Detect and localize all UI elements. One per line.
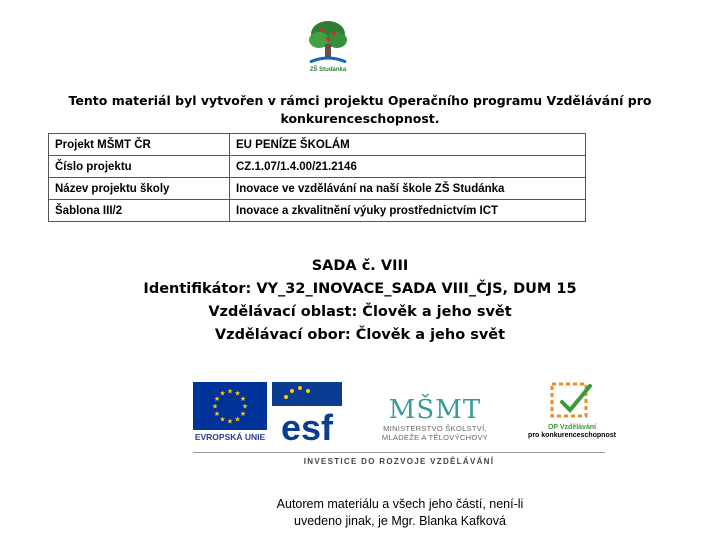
- table-cell-value: Inovace ve vzdělávání na naší škole ZŠ Studánka: [230, 178, 586, 200]
- school-logo-caption: ZŠ Studánka: [309, 67, 347, 73]
- eu-star-icon: ★: [213, 396, 221, 403]
- eu-star-icon: ★: [219, 416, 226, 424]
- table-row: [49, 156, 586, 178]
- eu-star-icon: ★: [226, 388, 234, 396]
- table-row: [49, 134, 586, 156]
- intro-text: [60, 92, 660, 128]
- table-cell-label: Šablona III/2: [49, 200, 230, 222]
- eu-star-icon: ★: [211, 403, 219, 411]
- table-row: [49, 200, 586, 222]
- author-line-2: uvedeno jinak, je Mgr. Blanka Kafková: [294, 514, 506, 528]
- eu-flag-logo: [193, 382, 267, 430]
- eu-star-icon: ★: [213, 411, 221, 418]
- table-row: [49, 178, 586, 200]
- op-label: [522, 424, 622, 440]
- table-cell-label: Číslo projektu: [49, 156, 230, 178]
- op-dotted-square-icon: [552, 384, 590, 416]
- esf-logo: [272, 382, 342, 444]
- table-cell-value: Inovace a zkvalitnění výuky prostřednictvím ICT: [230, 200, 586, 222]
- intro-line-2: konkurenceschopnost.: [280, 111, 440, 126]
- msmt-label: [368, 424, 502, 442]
- education-field: Vzdělávací obor: Člověk a jeho svět: [214, 327, 506, 343]
- school-tree-logo: [300, 18, 356, 74]
- msmt-label-line-1: MINISTERSTVO ŠKOLSTVÍ,: [383, 424, 487, 433]
- identifier: Identifikátor: VY_32_INOVACE_SADA VIII_ČJS, DUM 15: [143, 281, 577, 297]
- education-area: Vzdělávací oblast: Člověk a jeho svět: [208, 304, 512, 320]
- set-info-block: [100, 255, 620, 347]
- eu-star-icon: ★: [239, 411, 247, 418]
- invest-text: INVESTICE DO ROZVOJE VZDĚLÁVÁNÍ: [303, 457, 495, 466]
- author-note: [210, 496, 590, 530]
- esf-text: esf: [280, 407, 334, 444]
- tree-icon: [309, 21, 347, 62]
- eu-star-icon: ★: [239, 396, 247, 403]
- eu-star-icon: ★: [219, 390, 226, 398]
- table-cell-label: Projekt MŠMT ČR: [49, 134, 230, 156]
- eu-star-icon: ★: [241, 403, 249, 411]
- eu-star-icon: ★: [234, 390, 241, 398]
- author-line-1: Autorem materiálu a všech jeho částí, není-li: [276, 497, 524, 511]
- intro-line-1: Tento materiál byl vytvořen v rámci projektu Operačního programu Vzdělávání pro: [68, 93, 652, 108]
- msmt-text: MŠMT: [388, 395, 482, 425]
- op-label-line-2: pro konkurenceschopnost: [528, 432, 616, 439]
- msmt-label-line-2: MLÁDEŽE A TĚLOVÝCHOVY: [381, 433, 489, 442]
- op-label-line-1: OP Vzdělávání: [547, 424, 597, 431]
- eu-star-icon: ★: [226, 418, 234, 426]
- table-cell-label: Název projektu školy: [49, 178, 230, 200]
- table-cell-value: EU PENÍZE ŠKOLÁM: [230, 134, 586, 156]
- table-cell-value: CZ.1.07/1.4.00/21.2146: [230, 156, 586, 178]
- eu-star-icon: ★: [234, 416, 241, 424]
- set-number: SADA č. VIII: [311, 258, 409, 274]
- eu-label: EVROPSKÁ UNIE: [194, 432, 266, 442]
- op-logo: [540, 380, 606, 420]
- project-info-table: [48, 133, 586, 222]
- logo-divider: [193, 452, 605, 453]
